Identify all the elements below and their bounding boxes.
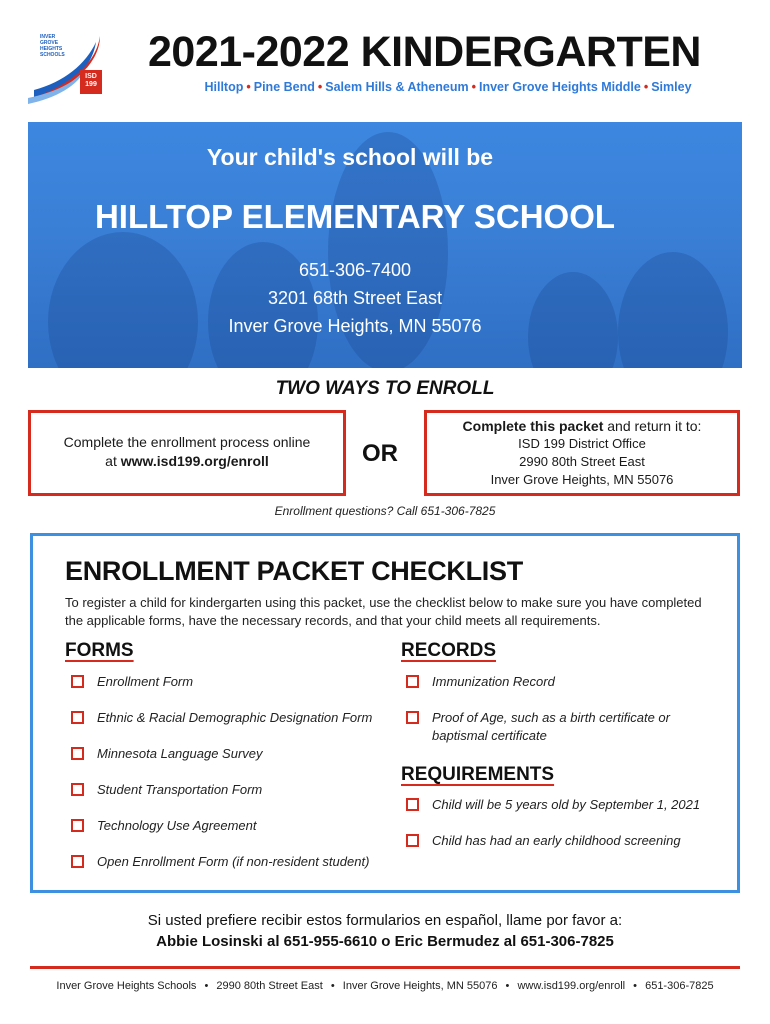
checklist-item: Child will be 5 years old by September 1, 2021: [406, 796, 706, 814]
checklist-panel: [30, 533, 740, 893]
online-enroll-text: Complete the enrollment process online: [63, 434, 311, 450]
separator: •: [633, 980, 638, 992]
footer-item: Inver Grove Heights, MN 55076: [342, 980, 498, 992]
school-city: Inver Grove Heights, MN 55076: [228, 316, 482, 336]
checklist-item: Proof of Age, such as a birth certificate or baptismal certificate: [406, 709, 696, 745]
hero-school-name: HILLTOP ELEMENTARY SCHOOL: [94, 198, 616, 235]
online-enroll-prefix: at: [105, 453, 121, 469]
checkbox[interactable]: [71, 819, 84, 832]
online-enroll-box: [28, 410, 346, 496]
enroll-heading: TWO WAYS TO ENROLL: [275, 378, 495, 399]
checklist-item: Child has had an early childhood screening: [406, 832, 706, 850]
checklist-item: Immunization Record: [406, 673, 696, 691]
checkbox[interactable]: [71, 675, 84, 688]
records-heading: RECORDS: [401, 640, 497, 661]
checklist-item: Minnesota Language Survey: [71, 745, 263, 763]
checklist-intro: To register a child for kindergarten using this packet, use the checklist below to make sure you have completed the applicable forms, have the necessary records, and that your child meets all requirements.: [65, 595, 702, 628]
separator: •: [643, 80, 649, 94]
footer-item: 2990 80th Street East: [216, 980, 323, 992]
checklist-item: Open Enrollment Form (if non-resident student): [71, 853, 369, 871]
checkbox[interactable]: [406, 834, 419, 847]
district-logo: [26, 30, 106, 104]
or-label: OR: [362, 440, 398, 467]
forms-heading: FORMS: [65, 640, 134, 661]
spanish-contacts: Abbie Losinski al 651-955-6610 o Eric Bermudez al 651-306-7825: [156, 933, 614, 950]
separator: •: [317, 80, 323, 94]
spanish-line: Si usted prefiere recibir estos formularios en español, llame por favor a:: [147, 912, 623, 929]
school-list: [148, 80, 748, 94]
packet-lead-bold: Complete this packet: [462, 418, 604, 434]
checkbox[interactable]: [71, 783, 84, 796]
packet-return-box: [424, 410, 740, 496]
school-phone: 651-306-7400: [298, 260, 412, 280]
school-name: Pine Bend: [253, 80, 315, 94]
page-header: [0, 0, 770, 120]
page-footer: [0, 980, 770, 992]
checklist-item: Enrollment Form: [71, 673, 193, 691]
page-title: 2021-2022 KINDERGARTEN: [148, 28, 701, 76]
separator: •: [204, 980, 209, 992]
checklist-item: Technology Use Agreement: [71, 817, 256, 835]
hero-lead: Your child's school will be: [206, 144, 494, 170]
footer-item: 651-306-7825: [645, 980, 714, 992]
logo-badge: ISD 199: [80, 70, 102, 94]
hero-banner: [28, 122, 742, 368]
enrollment-questions: Enrollment questions? Call 651-306-7825: [274, 504, 496, 518]
school-name: Salem Hills & Atheneum: [325, 80, 469, 94]
office-name: ISD 199 District Office: [518, 436, 646, 451]
school-name: Inver Grove Heights Middle: [478, 80, 641, 94]
checklist-item: Ethnic & Racial Demographic Designation Form: [71, 709, 372, 727]
checkbox[interactable]: [406, 675, 419, 688]
school-name: Simley: [651, 80, 692, 94]
footer-item: Inver Grove Heights Schools: [56, 980, 197, 992]
enroll-url-link[interactable]: www.isd199.org/enroll: [120, 453, 269, 469]
office-city: Inver Grove Heights, MN 55076: [490, 472, 674, 487]
separator: •: [330, 980, 335, 992]
office-street: 2990 80th Street East: [519, 454, 645, 469]
footer-url-link[interactable]: www.isd199.org/enroll: [517, 980, 626, 992]
separator: •: [505, 980, 510, 992]
school-street: 3201 68th Street East: [267, 288, 443, 308]
footer-divider: [30, 966, 740, 969]
checkbox[interactable]: [71, 711, 84, 724]
spanish-note: [0, 910, 770, 952]
school-name: Hilltop: [204, 80, 244, 94]
separator: •: [471, 80, 476, 94]
checkbox[interactable]: [71, 747, 84, 760]
checklist-title: ENROLLMENT PACKET CHECKLIST: [65, 556, 523, 586]
packet-lead-rest: and return it to:: [603, 418, 702, 434]
logo-text: INVER GROVE HEIGHTS SCHOOLS: [40, 34, 65, 58]
separator: •: [246, 80, 251, 94]
checkbox[interactable]: [71, 855, 84, 868]
checkbox[interactable]: [406, 798, 419, 811]
requirements-heading: REQUIREMENTS: [401, 764, 555, 785]
checklist-item: Student Transportation Form: [71, 781, 262, 799]
checkbox[interactable]: [406, 711, 419, 724]
